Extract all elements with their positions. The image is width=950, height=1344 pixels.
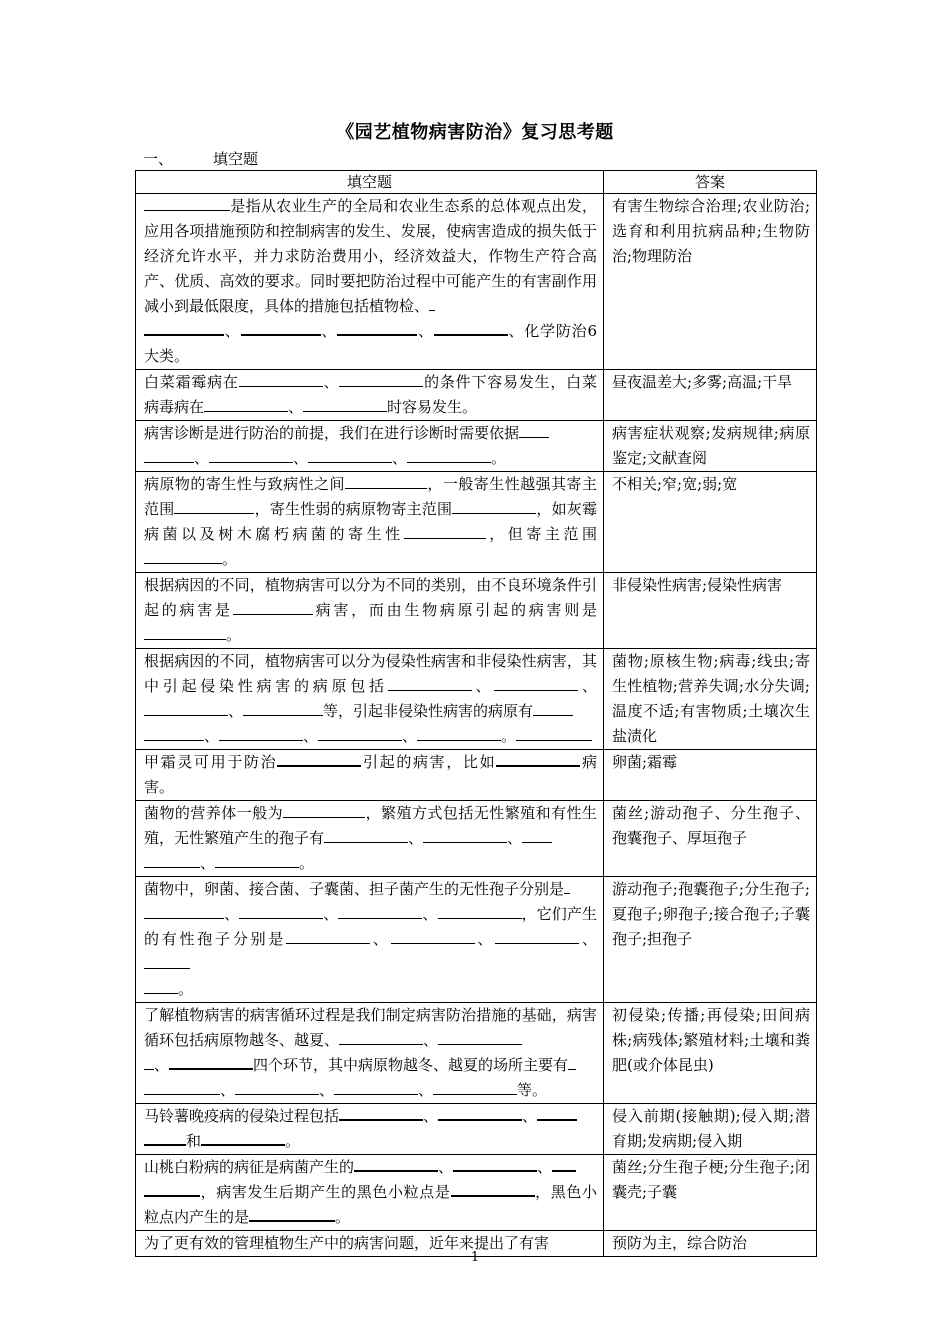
blank[interactable] (201, 1129, 285, 1146)
blank[interactable] (318, 725, 402, 741)
question-cell: 病害诊断是进行防治的前提，我们在进行诊断时需要依据 、 、 、 。 (136, 421, 604, 472)
blank[interactable] (239, 371, 323, 387)
question-cell: 为了更有效的管理植物生产中的病害问题，近年来提出了有害 (136, 1231, 604, 1257)
blank[interactable] (452, 498, 536, 514)
blank[interactable] (451, 1180, 535, 1197)
question-cell: 病原物的寄生性与致病性之间 ，一般寄生性越强其寄主范围 ，寄生性弱的病原物寄主范围 ，如灰霉病菌以及树木腐朽病菌的寄生性 ，但寄主范围。 (136, 472, 604, 573)
blank[interactable] (522, 827, 552, 843)
answer-cell: 初侵染;传播;再侵染;田间病株;病残体;繁殖材料;土壤和粪肥(或介体昆虫) (604, 1003, 817, 1104)
blank[interactable] (423, 827, 507, 843)
question-cell: 根据病因的不同，植物病害可以分为侵染性病害和非侵染性病害，其中引起侵染性病害的病原包括 、 、、 等，引起非侵染性病害的病原有 、 、 、 。 (136, 649, 604, 750)
blank[interactable] (144, 548, 222, 564)
blank[interactable] (429, 295, 435, 311)
table-row (136, 1104, 817, 1155)
blank[interactable] (144, 725, 204, 741)
table-header-row (136, 171, 817, 194)
answer-cell: 游动孢子;孢囊孢子;分生孢子;夏孢子;卵孢子;接合孢子;子囊孢子;担孢子 (604, 877, 817, 1003)
answer-cell: 病害症状观察;发病规律;病原鉴定;文献查阅 (604, 421, 817, 472)
table-row (136, 573, 817, 649)
blank[interactable] (144, 978, 178, 994)
blank[interactable] (174, 498, 254, 514)
answer-cell: 非侵染性病害;侵染性病害 (604, 573, 817, 649)
blank[interactable] (209, 447, 293, 463)
blank[interactable] (338, 903, 422, 919)
blank[interactable] (407, 447, 491, 463)
blank[interactable] (219, 725, 303, 741)
blank[interactable] (495, 928, 579, 944)
fill-in-blank-table (135, 170, 817, 1257)
table-row (136, 801, 817, 877)
blank[interactable] (144, 195, 230, 211)
blank[interactable] (438, 1029, 522, 1045)
answer-cell: 不相关;窄;宽;弱;宽 (604, 472, 817, 573)
blank[interactable] (496, 750, 580, 767)
blank[interactable] (144, 852, 200, 868)
blank[interactable] (144, 319, 224, 336)
answer-cell: 菌物;原核生物;病毒;线虫;寄生性植物;营养失调;水分失调;温度不适;有害物质;土壤次生盐渍化 (604, 649, 817, 750)
blank[interactable] (144, 624, 226, 640)
blank[interactable] (144, 700, 228, 716)
question-cell: 马铃薯晚疫病的侵染过程包括 、 、 和 。 (136, 1104, 604, 1155)
blank[interactable] (339, 371, 423, 387)
table-row (136, 750, 817, 801)
blank[interactable] (239, 903, 323, 919)
blank[interactable] (144, 1129, 186, 1146)
blank[interactable] (438, 903, 522, 919)
blank[interactable] (388, 675, 472, 691)
blank[interactable] (144, 1054, 154, 1070)
blank[interactable] (169, 1053, 253, 1070)
section-heading (143, 148, 258, 169)
answer-cell: 菌丝;分生孢子梗;分生孢子;闭囊壳;子囊 (604, 1155, 817, 1231)
blank[interactable] (533, 700, 573, 716)
blank[interactable] (334, 1079, 418, 1095)
blank[interactable] (404, 523, 486, 539)
question-cell: 山桃白粉病的病征是病菌产生的 、 、 ，病害发生后期产生的黑色小粒点是 ，黑色小粒点内产生的是 。 (136, 1155, 604, 1231)
question-cell: 根据病因的不同，植物病害可以分为不同的类别，由不良环境条件引起的病害是 病害，而由生物病原引起的病害则是。 (136, 573, 604, 649)
blank[interactable] (564, 878, 570, 894)
answer-cell: 菌丝;游动孢子、分生孢子、孢囊孢子、厚垣孢子 (604, 801, 817, 877)
table-row (136, 649, 817, 750)
question-cell: 了解植物病害的病害循环过程是我们制定病害防治措施的基础，病害循环包括病原物越冬、越夏、 、 、 四个环节，其中病原物越冬、越夏的场所主要有 、 、 、 等。 (136, 1003, 604, 1104)
blank[interactable] (303, 396, 387, 412)
blank[interactable] (243, 700, 323, 716)
table-body (136, 194, 817, 1257)
blank[interactable] (286, 928, 370, 944)
blank[interactable] (249, 1205, 335, 1222)
question-cell: 菌物的营养体一般为 ，繁殖方式包括无性繁殖和有性生殖，无性繁殖产生的孢子有 、 、 、 。 (136, 801, 604, 877)
blank[interactable] (277, 750, 361, 767)
table-row (136, 472, 817, 573)
table-row (136, 370, 817, 421)
question-cell: 菌物中，卵菌、接合菌、子囊菌、担子菌产生的无性孢子分别是 、 、 、 ，它们产生的有性孢子分别是 、 、 、 。 (136, 877, 604, 1003)
blank[interactable] (308, 447, 392, 463)
blank[interactable] (537, 1104, 577, 1121)
question-cell: 白菜霜霉病在 、 的条件下容易发生，白菜病毒病在 、 时容易发生。 (136, 370, 604, 421)
blank[interactable] (144, 447, 194, 463)
blank[interactable] (391, 928, 475, 944)
header-answer: 答案 (604, 171, 817, 194)
table-row (136, 194, 817, 370)
question-cell: 是指从农业生产的全局和农业生态系的总体观点出发，应用各项措施预防和控制病害的发生、发展，使病害造成的损失低于经济允许水平，并力求防治费用小，经济效益大，作物生产符合高产、优质、高效的要求。同时要把防治过程中可能产生的有害副作用减小到最低限度，具体的措施包括植物检、 、 、 、 、化学防治6大类。 (136, 194, 604, 370)
blank[interactable] (144, 1079, 220, 1095)
table-row (136, 421, 817, 472)
section-number: 一、 (143, 150, 174, 168)
blank[interactable] (519, 422, 549, 438)
blank[interactable] (233, 599, 313, 615)
blank[interactable] (235, 1079, 319, 1095)
blank[interactable] (354, 1155, 438, 1172)
question-cell: 甲霜灵可用于防治 引起的病害，比如 病害。 (136, 750, 604, 801)
blank[interactable] (438, 1104, 522, 1121)
blank[interactable] (144, 953, 190, 969)
blank[interactable] (494, 675, 578, 691)
page-title: 《园艺植物病害防治》复习思考题 (336, 122, 614, 143)
blank[interactable] (552, 1155, 576, 1172)
blank[interactable] (434, 319, 508, 336)
blank[interactable] (453, 1155, 537, 1172)
answer-cell: 侵入前期(接触期);侵入期;潜育期;发病期;侵入期 (604, 1104, 817, 1155)
blank[interactable] (324, 827, 408, 843)
blank[interactable] (417, 725, 501, 741)
page-number: 1 (470, 1250, 480, 1265)
header-question: 填空题 (136, 171, 604, 194)
blank[interactable] (516, 725, 592, 741)
blank[interactable] (568, 1054, 576, 1070)
blank[interactable] (144, 1180, 200, 1197)
answer-cell: 昼夜温差大;多雾;高温;干旱 (604, 370, 817, 421)
table-row (136, 1155, 817, 1231)
answer-cell: 有害生物综合治理;农业防治;选育和利用抗病品种;生物防治;物理防治 (604, 194, 817, 370)
table-row (136, 1003, 817, 1104)
answer-cell: 预防为主，综合防治 (604, 1231, 817, 1257)
blank[interactable] (339, 1029, 423, 1045)
blank[interactable] (241, 319, 321, 336)
section-label: 填空题 (213, 150, 259, 168)
blank[interactable] (204, 396, 288, 412)
blank[interactable] (144, 903, 224, 919)
blank[interactable] (433, 1079, 517, 1095)
blank[interactable] (337, 319, 417, 336)
blank[interactable] (339, 1104, 423, 1121)
table-row (136, 877, 817, 1003)
answer-cell: 卵菌;霜霉 (604, 750, 817, 801)
blank[interactable] (215, 852, 299, 868)
blank[interactable] (283, 802, 365, 818)
blank[interactable] (345, 473, 427, 489)
